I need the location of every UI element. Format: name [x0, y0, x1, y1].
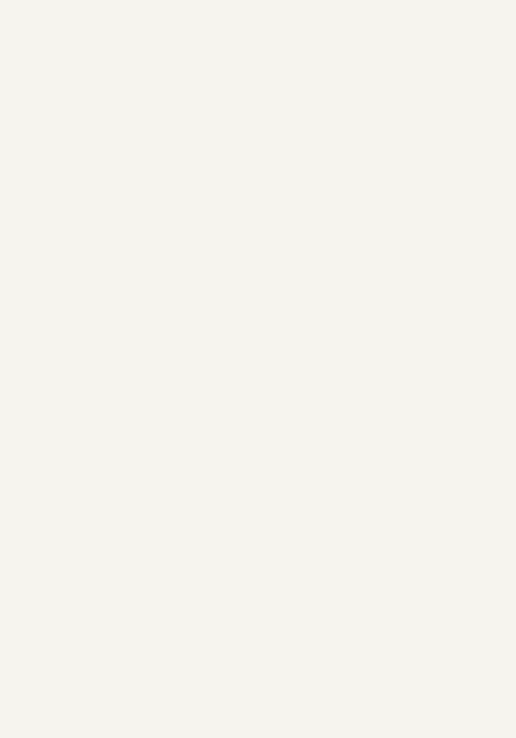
top-text-block [18, 56, 494, 386]
bottom-text-block [18, 394, 490, 694]
